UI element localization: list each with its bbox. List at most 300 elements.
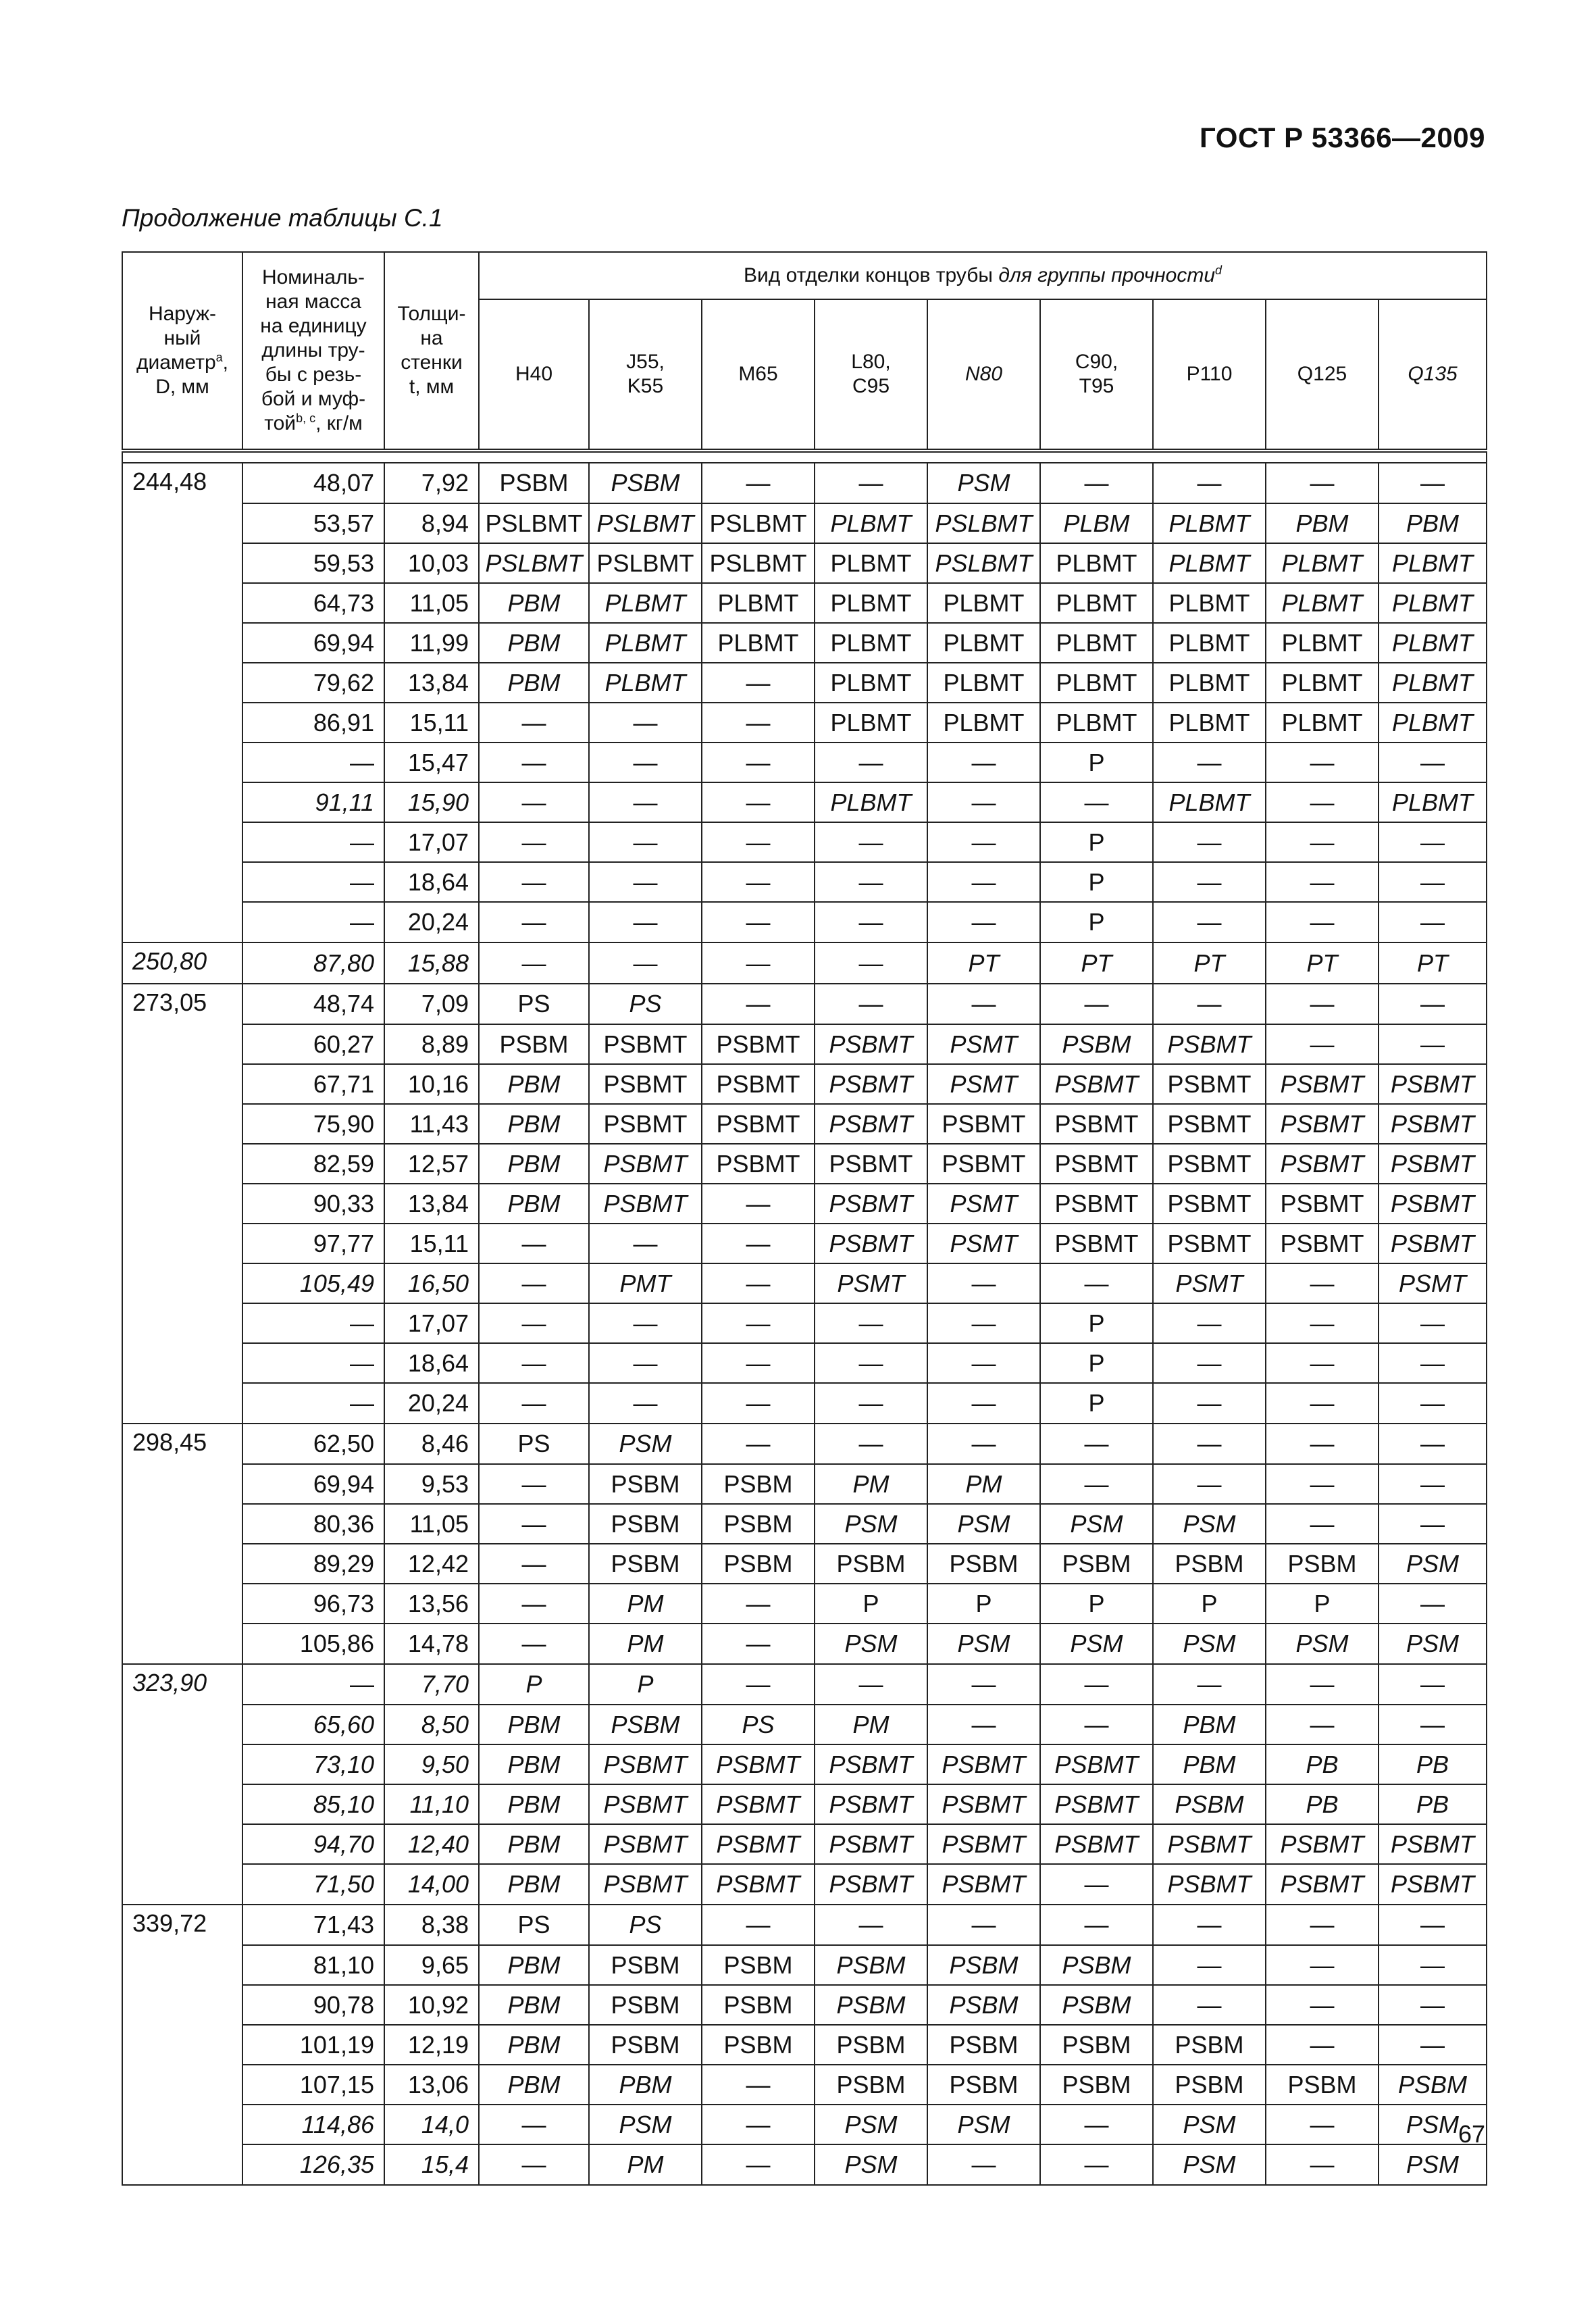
cell-finish: PLBMT: [1379, 703, 1487, 743]
cell-finish: PSBMT: [815, 1104, 927, 1144]
cell-wall-thickness: 8,46: [384, 1424, 479, 1464]
cell-finish: —: [589, 902, 702, 942]
cell-finish: PSBM: [815, 1945, 927, 1985]
cell-wall-thickness: 14,00: [384, 1864, 479, 1905]
cell-finish: —: [1266, 1945, 1379, 1985]
cell-finish: PSBMT: [702, 1864, 815, 1905]
cell-mass: 59,53: [242, 543, 384, 583]
cell-wall-thickness: 9,65: [384, 1945, 479, 1985]
page-number: 67: [1458, 2120, 1485, 2148]
cell-finish: PSMT: [927, 1064, 1040, 1104]
cell-finish: PLBMT: [1040, 623, 1153, 663]
cell-finish: PLBMT: [1040, 703, 1153, 743]
cell-diameter: [122, 1584, 242, 1624]
cell-finish: —: [589, 1303, 702, 1343]
cell-finish: PS: [589, 984, 702, 1024]
cell-finish: PLBMT: [1266, 703, 1379, 743]
cell-finish: —: [1040, 1864, 1153, 1905]
cell-finish: —: [815, 1383, 927, 1424]
cell-finish: PSBM: [1266, 2065, 1379, 2105]
cell-finish: PSBMT: [815, 1184, 927, 1224]
cell-finish: PSM: [927, 463, 1040, 503]
cell-finish: —: [1266, 1664, 1379, 1705]
cell-diameter: [122, 2025, 242, 2065]
cell-finish: PSBMT: [1266, 1824, 1379, 1864]
cell-finish: —: [1153, 822, 1266, 862]
cell-finish: —: [1379, 1303, 1487, 1343]
cell-finish: —: [1266, 1504, 1379, 1544]
table-row: [122, 1584, 1487, 1624]
cell-mass: 90,78: [242, 1985, 384, 2025]
cell-finish: —: [589, 1383, 702, 1424]
cell-finish: PSBMT: [1379, 1224, 1487, 1263]
cell-finish: PLBMT: [1266, 543, 1379, 583]
cell-finish: —: [1379, 463, 1487, 503]
cell-wall-thickness: 10,92: [384, 1985, 479, 2025]
cell-finish: PSBMT: [589, 1864, 702, 1905]
cell-finish: PSBMT: [927, 1864, 1040, 1905]
cell-mass: 105,49: [242, 1263, 384, 1303]
cell-finish: PSBMT: [589, 1824, 702, 1864]
cell-finish: —: [815, 1343, 927, 1383]
cell-finish: —: [589, 822, 702, 862]
cell-finish: PSM: [815, 1504, 927, 1544]
cell-finish: PT: [1153, 942, 1266, 984]
cell-finish: PSBM: [1040, 1985, 1153, 2025]
cell-finish: PSBM: [927, 2025, 1040, 2065]
cell-finish: —: [927, 1705, 1040, 1744]
cell-finish: —: [589, 862, 702, 902]
cell-finish: —: [927, 1303, 1040, 1343]
cell-finish: PM: [589, 1624, 702, 1664]
cell-finish: PLBMT: [1153, 503, 1266, 543]
cell-finish: —: [589, 743, 702, 782]
cell-finish: PLBMT: [1379, 583, 1487, 623]
table-row: [122, 902, 1487, 942]
cell-finish: PS: [589, 1905, 702, 1945]
cell-wall-thickness: 15,90: [384, 782, 479, 822]
table-row: [122, 1144, 1487, 1184]
table-row: [122, 1383, 1487, 1424]
cell-finish: PS: [702, 1705, 815, 1744]
cell-finish: PSBM: [1266, 1544, 1379, 1584]
cell-finish: PLBMT: [1153, 703, 1266, 743]
cell-finish: PSBMT: [815, 1024, 927, 1064]
cell-finish: —: [479, 2105, 589, 2144]
cell-finish: PSBM: [1040, 1945, 1153, 1985]
table-row: [122, 1624, 1487, 1664]
cell-wall-thickness: 10,03: [384, 543, 479, 583]
cell-finish: PBM: [479, 1184, 589, 1224]
cell-finish: PLBMT: [1153, 583, 1266, 623]
cell-finish: PSBMT: [702, 1064, 815, 1104]
header-grade: H40: [479, 299, 589, 451]
cell-finish: —: [927, 782, 1040, 822]
cell-finish: —: [1266, 743, 1379, 782]
table-row: [122, 1343, 1487, 1383]
cell-finish: —: [589, 703, 702, 743]
cell-finish: PBM: [479, 1864, 589, 1905]
cell-wall-thickness: 14,0: [384, 2105, 479, 2144]
cell-finish: PM: [815, 1464, 927, 1504]
cell-finish: PSBM: [479, 463, 589, 503]
cell-finish: PBM: [479, 1064, 589, 1104]
cell-mass: —: [242, 902, 384, 942]
cell-finish: —: [1379, 862, 1487, 902]
cell-finish: PSBMT: [1040, 1784, 1153, 1824]
header-wall-thickness: Толщи- на стенки t, мм: [384, 252, 479, 451]
cell-mass: 69,94: [242, 1464, 384, 1504]
cell-finish: —: [1379, 984, 1487, 1024]
cell-mass: 81,10: [242, 1945, 384, 1985]
cell-finish: PSMT: [927, 1024, 1040, 1064]
cell-mass: 91,11: [242, 782, 384, 822]
cell-diameter: [122, 1144, 242, 1184]
cell-finish: PSBMT: [702, 1744, 815, 1784]
cell-wall-thickness: 18,64: [384, 1343, 479, 1383]
header-finish-group: Вид отделки концов трубы для группы прочности$^d$: [479, 252, 1487, 299]
cell-finish: PSBM: [815, 2065, 927, 2105]
cell-finish: PBM: [479, 2025, 589, 2065]
cell-finish: PBM: [479, 1945, 589, 1985]
cell-diameter: [122, 1343, 242, 1383]
cell-finish: PSM: [589, 2105, 702, 2144]
cell-finish: —: [1266, 1424, 1379, 1464]
cell-finish: —: [702, 1624, 815, 1664]
cell-finish: —: [479, 862, 589, 902]
cell-wall-thickness: 15,11: [384, 1224, 479, 1263]
cell-finish: —: [479, 1263, 589, 1303]
cell-finish: PSBMT: [702, 1824, 815, 1864]
cell-finish: PSBMT: [1040, 1744, 1153, 1784]
cell-finish: —: [927, 984, 1040, 1024]
cell-finish: —: [1379, 1945, 1487, 1985]
cell-finish: —: [479, 1504, 589, 1544]
cell-finish: PSM: [1379, 2144, 1487, 2185]
cell-finish: —: [927, 1343, 1040, 1383]
cell-finish: —: [1040, 463, 1153, 503]
cell-finish: —: [1040, 1464, 1153, 1504]
cell-finish: PBM: [1153, 1705, 1266, 1744]
cell-finish: —: [1379, 1664, 1487, 1705]
cell-finish: —: [589, 1224, 702, 1263]
cell-finish: —: [1266, 862, 1379, 902]
cell-finish: P: [1040, 902, 1153, 942]
cell-finish: —: [815, 822, 927, 862]
cell-finish: PBM: [479, 1144, 589, 1184]
cell-finish: —: [702, 1905, 815, 1945]
table-row: [122, 2025, 1487, 2065]
cell-finish: PLBMT: [1266, 623, 1379, 663]
cell-finish: PSBMT: [589, 1144, 702, 1184]
cell-wall-thickness: 13,06: [384, 2065, 479, 2105]
cell-finish: —: [927, 862, 1040, 902]
cell-finish: —: [702, 1184, 815, 1224]
cell-finish: PSBM: [1153, 1784, 1266, 1824]
cell-finish: —: [815, 942, 927, 984]
cell-finish: —: [1266, 2105, 1379, 2144]
cell-finish: PSBMT: [1266, 1184, 1379, 1224]
cell-finish: PSBMT: [1040, 1184, 1153, 1224]
cell-finish: —: [589, 942, 702, 984]
cell-finish: —: [589, 782, 702, 822]
cell-finish: —: [479, 1544, 589, 1584]
cell-mass: 96,73: [242, 1584, 384, 1624]
cell-finish: PSBMT: [1040, 1144, 1153, 1184]
cell-finish: PSBMT: [1040, 1224, 1153, 1263]
cell-finish: PSM: [1379, 1624, 1487, 1664]
cell-mass: 107,15: [242, 2065, 384, 2105]
cell-finish: PB: [1379, 1744, 1487, 1784]
cell-finish: PSM: [1266, 1624, 1379, 1664]
cell-diameter: [122, 822, 242, 862]
cell-finish: PSBM: [589, 1504, 702, 1544]
cell-finish: PSLBMT: [479, 503, 589, 543]
cell-diameter: [122, 743, 242, 782]
cell-finish: PSLBMT: [927, 503, 1040, 543]
cell-finish: PSBM: [702, 1504, 815, 1544]
cell-finish: —: [1379, 1584, 1487, 1624]
cell-finish: PBM: [1379, 503, 1487, 543]
cell-wall-thickness: 9,50: [384, 1744, 479, 1784]
cell-finish: PSMT: [1379, 1263, 1487, 1303]
cell-finish: —: [1153, 743, 1266, 782]
cell-diameter: [122, 623, 242, 663]
table-row: [122, 1945, 1487, 1985]
cell-wall-thickness: 15,88: [384, 942, 479, 984]
cell-finish: —: [1153, 1664, 1266, 1705]
table-row: [122, 1064, 1487, 1104]
cell-wall-thickness: 20,24: [384, 1383, 479, 1424]
cell-finish: PSBMT: [815, 1744, 927, 1784]
table-row: [122, 1024, 1487, 1064]
cell-finish: PSBMT: [1379, 1824, 1487, 1864]
cell-diameter: [122, 1064, 242, 1104]
cell-diameter: [122, 1784, 242, 1824]
cell-finish: PLBMT: [1379, 782, 1487, 822]
cell-wall-thickness: 11,43: [384, 1104, 479, 1144]
cell-finish: PSBM: [815, 2025, 927, 2065]
cell-finish: PLBMT: [815, 543, 927, 583]
cell-finish: PSM: [1040, 1624, 1153, 1664]
cell-finish: —: [1266, 463, 1379, 503]
cell-finish: PSBM: [1153, 1544, 1266, 1584]
cell-finish: —: [815, 1303, 927, 1343]
cell-diameter: [122, 503, 242, 543]
cell-wall-thickness: 7,70: [384, 1664, 479, 1705]
cell-finish: —: [702, 1383, 815, 1424]
cell-wall-thickness: 11,05: [384, 583, 479, 623]
cell-finish: —: [702, 822, 815, 862]
cell-finish: —: [927, 1424, 1040, 1464]
cell-diameter: [122, 1104, 242, 1144]
cell-finish: PSBM: [702, 1464, 815, 1504]
cell-finish: PSBMT: [815, 1864, 927, 1905]
cell-finish: —: [815, 984, 927, 1024]
table-row: [122, 1464, 1487, 1504]
header-grade: N80: [927, 299, 1040, 451]
cell-finish: PSBMT: [815, 1824, 927, 1864]
cell-finish: PS: [479, 1905, 589, 1945]
cell-finish: PSLBMT: [702, 503, 815, 543]
cell-mass: 71,50: [242, 1864, 384, 1905]
cell-finish: PSBMT: [589, 1744, 702, 1784]
cell-finish: —: [479, 743, 589, 782]
cell-finish: —: [1266, 1263, 1379, 1303]
cell-finish: PSBMT: [589, 1024, 702, 1064]
cell-diameter: [122, 1024, 242, 1064]
cell-wall-thickness: 13,84: [384, 663, 479, 703]
cell-finish: PSMT: [815, 1263, 927, 1303]
header-separator: [122, 451, 1487, 463]
cell-wall-thickness: 12,19: [384, 2025, 479, 2065]
cell-finish: —: [815, 463, 927, 503]
cell-finish: —: [927, 822, 1040, 862]
cell-mass: —: [242, 862, 384, 902]
cell-finish: PSBMT: [1153, 1184, 1266, 1224]
cell-mass: 101,19: [242, 2025, 384, 2065]
cell-finish: —: [702, 743, 815, 782]
table-row: [122, 1224, 1487, 1263]
cell-finish: —: [702, 1224, 815, 1263]
cell-mass: 73,10: [242, 1744, 384, 1784]
cell-finish: PBM: [479, 663, 589, 703]
cell-finish: —: [1266, 1705, 1379, 1744]
cell-finish: PLBMT: [927, 623, 1040, 663]
cell-wall-thickness: 10,16: [384, 1064, 479, 1104]
cell-mass: 89,29: [242, 1544, 384, 1584]
cell-finish: —: [1153, 1905, 1266, 1945]
cell-finish: PSBMT: [702, 1104, 815, 1144]
cell-finish: P: [1040, 1303, 1153, 1343]
cell-finish: PSBMT: [1379, 1144, 1487, 1184]
cell-finish: PSBMT: [1040, 1064, 1153, 1104]
cell-finish: PSBM: [589, 1544, 702, 1584]
cell-wall-thickness: 15,11: [384, 703, 479, 743]
cell-finish: PSBM: [1379, 2065, 1487, 2105]
cell-finish: —: [927, 743, 1040, 782]
cell-wall-thickness: 8,89: [384, 1024, 479, 1064]
cell-finish: —: [1266, 1905, 1379, 1945]
cell-finish: PBM: [479, 2065, 589, 2105]
cell-mass: 87,80: [242, 942, 384, 984]
cell-finish: PSMT: [1153, 1263, 1266, 1303]
cell-finish: PSM: [1153, 1624, 1266, 1664]
cell-finish: —: [1379, 1383, 1487, 1424]
cell-finish: —: [1379, 1024, 1487, 1064]
table-row: [122, 583, 1487, 623]
cell-finish: PM: [927, 1464, 1040, 1504]
header-grade: M65: [702, 299, 815, 451]
cell-wall-thickness: 8,94: [384, 503, 479, 543]
cell-finish: —: [479, 1224, 589, 1263]
cell-finish: —: [1266, 1303, 1379, 1343]
cell-finish: —: [927, 1905, 1040, 1945]
cell-finish: —: [479, 1383, 589, 1424]
cell-finish: PLBMT: [1266, 583, 1379, 623]
cell-finish: —: [1153, 1985, 1266, 2025]
cell-diameter: [122, 2105, 242, 2144]
cell-mass: —: [242, 1303, 384, 1343]
cell-finish: PSBM: [1040, 1544, 1153, 1584]
cell-finish: —: [815, 902, 927, 942]
cell-finish: PSBM: [927, 1544, 1040, 1584]
header-grade: C90, T95: [1040, 299, 1153, 451]
header-grade: L80, C95: [815, 299, 927, 451]
cell-finish: —: [1266, 822, 1379, 862]
cell-finish: —: [1153, 1303, 1266, 1343]
cell-mass: 114,86: [242, 2105, 384, 2144]
cell-finish: —: [702, 942, 815, 984]
cell-diameter: 250,80: [122, 942, 242, 984]
cell-wall-thickness: 12,42: [384, 1544, 479, 1584]
cell-wall-thickness: 17,07: [384, 822, 479, 862]
cell-finish: —: [1040, 984, 1153, 1024]
cell-finish: —: [815, 862, 927, 902]
cell-finish: PLBMT: [1379, 663, 1487, 703]
cell-diameter: [122, 782, 242, 822]
cell-diameter: 339,72: [122, 1905, 242, 1945]
cell-finish: —: [1379, 902, 1487, 942]
cell-mass: 62,50: [242, 1424, 384, 1464]
cell-finish: PSLBMT: [702, 543, 815, 583]
cell-finish: —: [1153, 1383, 1266, 1424]
cell-finish: —: [1379, 1424, 1487, 1464]
cell-finish: P: [479, 1664, 589, 1705]
table-row: [122, 1705, 1487, 1744]
cell-mass: 60,27: [242, 1024, 384, 1064]
cell-finish: PS: [479, 1424, 589, 1464]
table-row: [122, 1303, 1487, 1343]
cell-finish: —: [702, 2144, 815, 2185]
table-row: [122, 743, 1487, 782]
cell-finish: P: [1153, 1584, 1266, 1624]
table-row: [122, 822, 1487, 862]
cell-finish: PLBMT: [589, 663, 702, 703]
cell-mass: —: [242, 1343, 384, 1383]
cell-mass: 71,43: [242, 1905, 384, 1945]
cell-finish: —: [1379, 1705, 1487, 1744]
cell-finish: —: [1153, 1343, 1266, 1383]
cell-finish: —: [1040, 1664, 1153, 1705]
cell-finish: —: [702, 2105, 815, 2144]
cell-finish: —: [479, 1343, 589, 1383]
cell-finish: —: [1379, 1504, 1487, 1544]
cell-finish: PLBMT: [815, 623, 927, 663]
cell-finish: PBM: [589, 2065, 702, 2105]
cell-finish: PSBMT: [702, 1144, 815, 1184]
cell-mass: 67,71: [242, 1064, 384, 1104]
cell-finish: PLBMT: [1040, 663, 1153, 703]
cell-finish: —: [1266, 782, 1379, 822]
table-row: [122, 1824, 1487, 1864]
cell-wall-thickness: 7,09: [384, 984, 479, 1024]
cell-diameter: [122, 1383, 242, 1424]
cell-finish: PSLBMT: [927, 543, 1040, 583]
cell-finish: PSBM: [702, 1985, 815, 2025]
cell-finish: —: [479, 1624, 589, 1664]
cell-mass: 90,33: [242, 1184, 384, 1224]
cell-finish: —: [702, 1424, 815, 1464]
cell-finish: PLBMT: [927, 583, 1040, 623]
table-row: [122, 703, 1487, 743]
cell-finish: —: [1153, 1464, 1266, 1504]
cell-finish: PSM: [815, 2105, 927, 2144]
cell-finish: —: [1153, 902, 1266, 942]
cell-finish: PT: [1040, 942, 1153, 984]
table-row: [122, 2105, 1487, 2144]
cell-diameter: 244,48: [122, 463, 242, 503]
